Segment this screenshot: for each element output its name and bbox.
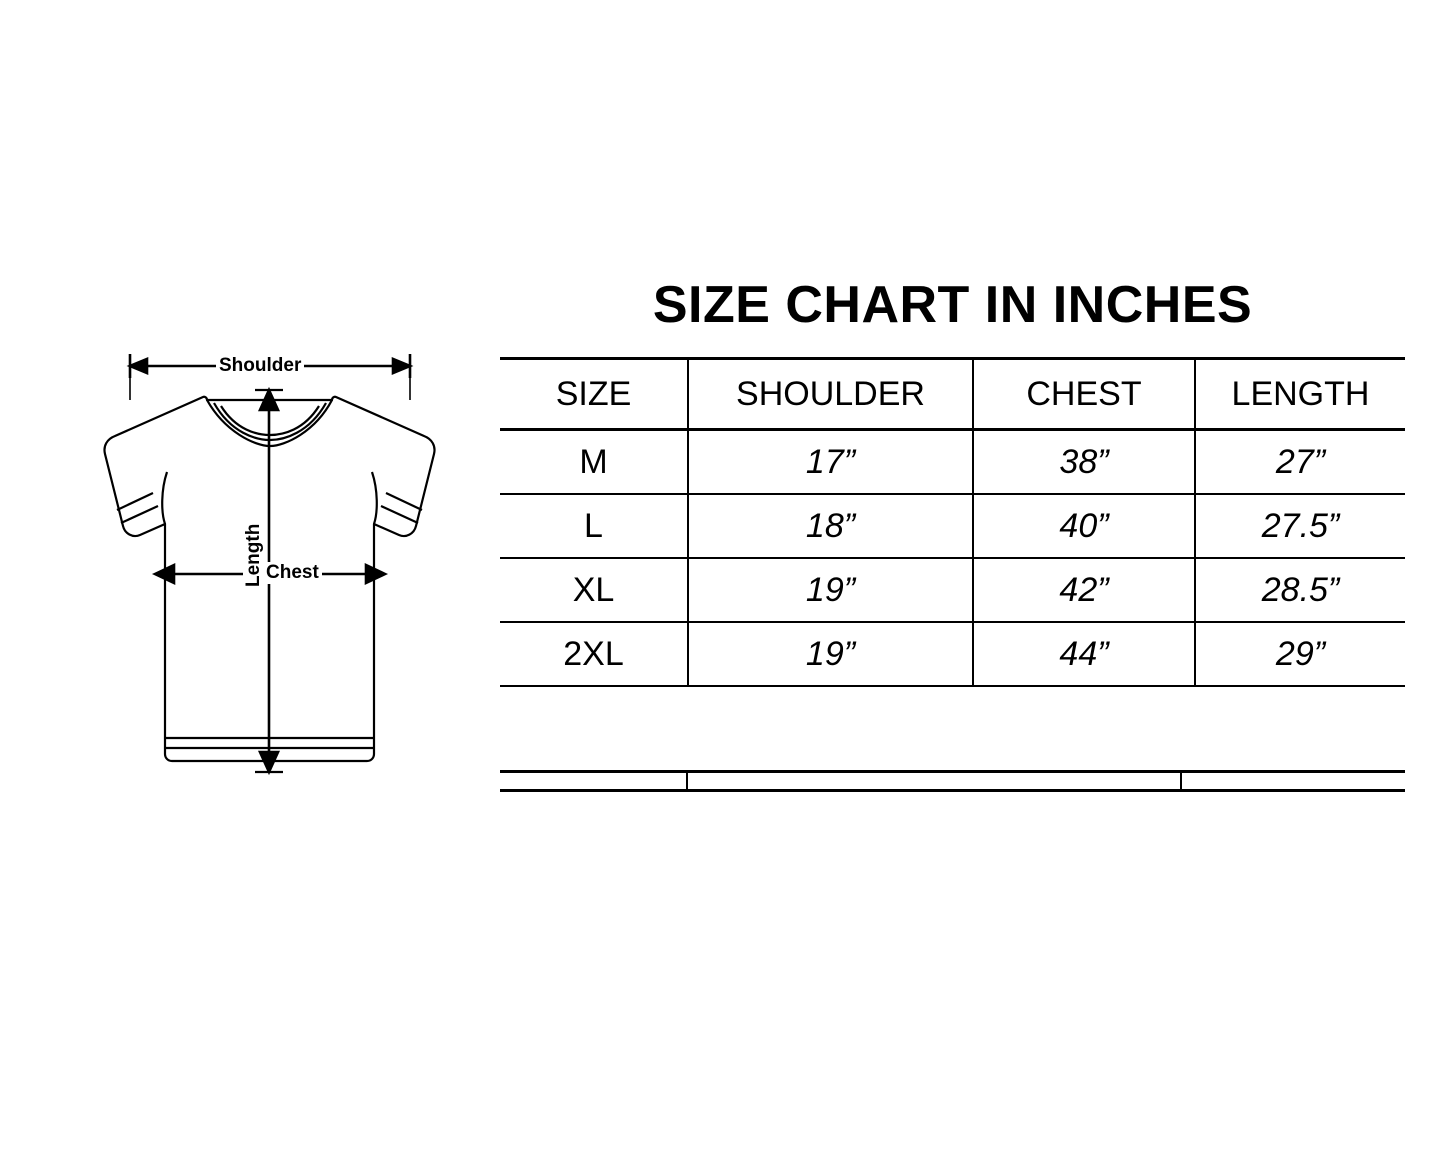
column-header-shoulder: SHOULDER bbox=[688, 359, 973, 430]
size-chart-table bbox=[500, 357, 1405, 687]
chest-dimension-label: Chest bbox=[263, 562, 322, 584]
table-header-row bbox=[500, 359, 1405, 430]
column-header-chest: CHEST bbox=[973, 359, 1195, 430]
table-row bbox=[500, 494, 1405, 558]
cell-size: M bbox=[500, 430, 688, 495]
cell-length: 29” bbox=[1195, 622, 1405, 686]
table-footer-tick bbox=[686, 770, 688, 789]
shoulder-dimension-label: Shoulder bbox=[216, 355, 304, 377]
cell-shoulder: 18” bbox=[688, 494, 973, 558]
cell-length: 27” bbox=[1195, 430, 1405, 495]
cell-shoulder: 19” bbox=[688, 622, 973, 686]
tshirt-measurement-illustration bbox=[55, 340, 485, 820]
cell-chest: 44” bbox=[973, 622, 1195, 686]
cell-shoulder: 19” bbox=[688, 558, 973, 622]
cell-length: 28.5” bbox=[1195, 558, 1405, 622]
cell-length: 27.5” bbox=[1195, 494, 1405, 558]
table-row bbox=[500, 622, 1405, 686]
table-footer-rule-top bbox=[500, 770, 1405, 773]
cell-chest: 38” bbox=[973, 430, 1195, 495]
length-dimension-label: Length bbox=[243, 521, 265, 590]
table-footer-rule-bottom bbox=[500, 789, 1405, 792]
table-row bbox=[500, 430, 1405, 495]
column-header-length: LENGTH bbox=[1195, 359, 1405, 430]
cell-chest: 40” bbox=[973, 494, 1195, 558]
cell-chest: 42” bbox=[973, 558, 1195, 622]
size-chart-panel bbox=[500, 275, 1405, 687]
chart-title: SIZE CHART IN INCHES bbox=[652, 276, 1253, 334]
table-footer-tick bbox=[1180, 770, 1182, 789]
cell-size: XL bbox=[500, 558, 688, 622]
column-header-size: SIZE bbox=[500, 359, 688, 430]
cell-shoulder: 17” bbox=[688, 430, 973, 495]
cell-size: L bbox=[500, 494, 688, 558]
table-row bbox=[500, 558, 1405, 622]
cell-size: 2XL bbox=[500, 622, 688, 686]
